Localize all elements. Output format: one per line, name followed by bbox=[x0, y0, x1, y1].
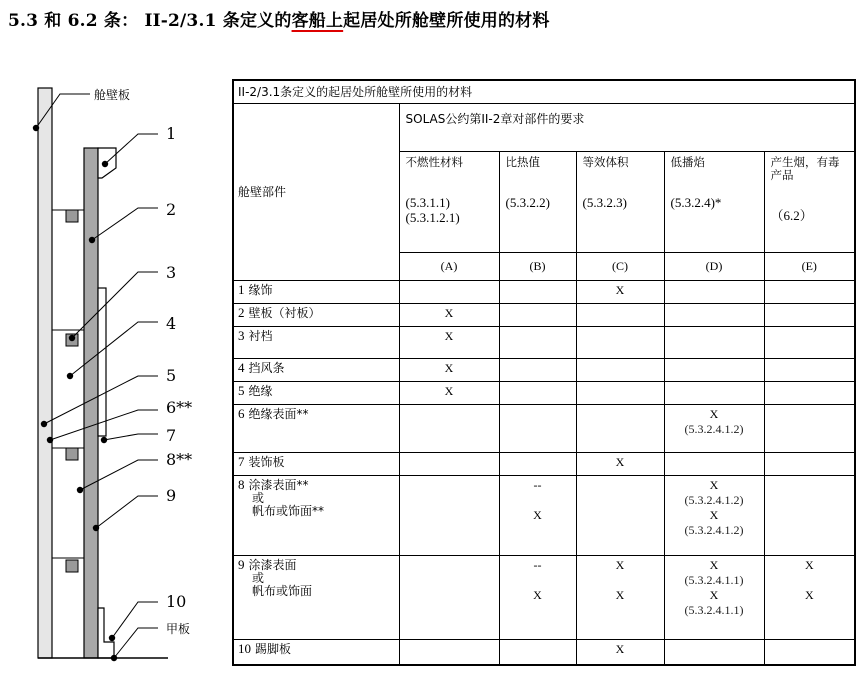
part-cell bbox=[233, 640, 399, 665]
cell-value: X bbox=[804, 588, 814, 603]
cell-value: X bbox=[709, 478, 719, 493]
cell-value: (5.3.2.4.1.1) bbox=[684, 573, 744, 588]
callout-5: 5 bbox=[166, 366, 177, 385]
callout-10: 10 bbox=[166, 592, 187, 611]
part-name: 或 bbox=[252, 491, 265, 506]
table-row bbox=[233, 404, 855, 452]
callout-3: 3 bbox=[166, 263, 177, 282]
bulkhead-cross-section bbox=[0, 60, 232, 674]
requirement-header: SOLAS公约第II-2章对部件的要求 bbox=[399, 104, 855, 152]
part-cell bbox=[233, 280, 399, 303]
value-cell bbox=[399, 303, 499, 326]
callout-6: 6** bbox=[166, 398, 193, 417]
part-name: 涂漆表面** bbox=[248, 478, 309, 493]
cell-value: X bbox=[533, 588, 542, 603]
part-number: 7 bbox=[238, 454, 245, 470]
value-cell bbox=[399, 556, 499, 640]
value-cell bbox=[764, 640, 855, 665]
part-number: 1 bbox=[238, 281, 245, 297]
column-name: 低播焰 bbox=[670, 155, 705, 170]
cell-value: (5.3.2.4.1.2) bbox=[684, 523, 744, 538]
heading-text-b: 起居处所舱壁所使用的材料 bbox=[343, 11, 550, 31]
part-cell bbox=[233, 476, 399, 556]
callout-8: 8** bbox=[166, 450, 193, 469]
value-cell bbox=[499, 404, 576, 452]
value-cell bbox=[576, 280, 664, 303]
part-number: 9 bbox=[238, 557, 245, 573]
cell-value: -- bbox=[533, 558, 542, 573]
part-name: 绝缘表面** bbox=[248, 406, 309, 421]
part-cell bbox=[233, 381, 399, 404]
callout-2: 2 bbox=[166, 200, 177, 219]
column-header-b bbox=[499, 152, 576, 253]
column-reference: (5.3.2.4)* bbox=[670, 195, 722, 211]
value-cell bbox=[664, 358, 764, 381]
value-cell bbox=[399, 404, 499, 452]
cell-value: X bbox=[444, 329, 454, 343]
value-cell bbox=[764, 453, 855, 476]
value-cell bbox=[664, 327, 764, 359]
cell-value bbox=[577, 573, 664, 588]
part-number: 8 bbox=[238, 477, 245, 493]
cell-value: (5.3.2.4.1.2) bbox=[684, 421, 744, 436]
value-cell bbox=[499, 280, 576, 303]
part-number: 10 bbox=[238, 641, 251, 657]
table-body bbox=[233, 280, 855, 665]
part-number: 6 bbox=[238, 405, 245, 421]
value-cell bbox=[576, 303, 664, 326]
value-cell bbox=[764, 280, 855, 303]
value-cell bbox=[576, 404, 664, 452]
value-cell bbox=[664, 640, 764, 665]
column-letter: (D) bbox=[664, 253, 764, 280]
part-number: 5 bbox=[238, 382, 245, 398]
heading-underlined-text: 客船上 bbox=[291, 11, 344, 31]
part-name: 或 bbox=[252, 571, 265, 586]
value-cell bbox=[764, 381, 855, 404]
value-cell bbox=[664, 280, 764, 303]
value-cell bbox=[664, 556, 764, 640]
value-cell bbox=[499, 640, 576, 665]
cell-value: X bbox=[444, 305, 454, 320]
part-name: 绝缘 bbox=[248, 383, 273, 398]
part-number: 3 bbox=[238, 328, 245, 343]
table-row bbox=[233, 640, 855, 665]
cell-value: X bbox=[615, 588, 625, 603]
cell-value: X bbox=[444, 360, 454, 375]
cell-value: X bbox=[804, 558, 814, 573]
column-reference: (5.3.2.2) bbox=[505, 195, 550, 211]
value-cell bbox=[764, 358, 855, 381]
bulkhead-diagram bbox=[0, 60, 232, 674]
value-cell bbox=[664, 303, 764, 326]
column-letter: (A) bbox=[399, 253, 499, 280]
heading-ref: II-2/3.1 bbox=[144, 11, 217, 31]
column-name: 等效体积 bbox=[582, 155, 629, 170]
value-cell bbox=[764, 303, 855, 326]
column-header-a bbox=[399, 152, 499, 253]
value-cell bbox=[499, 556, 576, 640]
value-cell bbox=[764, 476, 855, 556]
part-name: 缘饰 bbox=[248, 282, 273, 297]
value-cell bbox=[499, 303, 576, 326]
value-cell bbox=[764, 556, 855, 640]
cell-value: X bbox=[709, 588, 719, 603]
value-cell bbox=[576, 327, 664, 359]
value-cell bbox=[499, 381, 576, 404]
table-row bbox=[233, 358, 855, 381]
table-row bbox=[233, 381, 855, 404]
value-cell bbox=[576, 358, 664, 381]
table-row bbox=[233, 476, 855, 556]
value-cell bbox=[399, 280, 499, 303]
label-bulkhead-plate: 舱壁板 bbox=[94, 88, 131, 102]
heading-prefix: 5.3 和 6.2 条： bbox=[8, 11, 139, 31]
callout-4: 4 bbox=[166, 314, 177, 333]
column-name: 比热值 bbox=[505, 155, 540, 170]
cell-value: X bbox=[444, 383, 454, 398]
value-cell bbox=[399, 476, 499, 556]
cell-value: X bbox=[615, 282, 625, 297]
column-header-d bbox=[664, 152, 764, 253]
value-cell bbox=[399, 453, 499, 476]
cell-value: X bbox=[709, 508, 719, 523]
cell-value: X bbox=[615, 558, 625, 573]
cell-value: (5.3.2.4.1.2) bbox=[684, 493, 744, 508]
part-cell bbox=[233, 453, 399, 476]
page-heading bbox=[8, 6, 550, 31]
part-number: 2 bbox=[238, 304, 245, 320]
label-deck: 甲板 bbox=[166, 622, 191, 636]
value-cell bbox=[576, 381, 664, 404]
cell-value bbox=[500, 573, 576, 588]
value-cell bbox=[399, 640, 499, 665]
part-cell bbox=[233, 303, 399, 326]
column-letter: (E) bbox=[764, 253, 855, 280]
value-cell bbox=[664, 476, 764, 556]
part-name: 衬档 bbox=[248, 329, 273, 343]
callout-7: 7 bbox=[166, 426, 177, 445]
value-cell bbox=[399, 327, 499, 359]
cell-value: X bbox=[533, 508, 542, 523]
column-reference: (5.3.1.2.1) bbox=[405, 210, 460, 226]
column-header-e bbox=[764, 152, 855, 253]
value-cell bbox=[576, 556, 664, 640]
part-cell bbox=[233, 358, 399, 381]
part-name: 踢脚板 bbox=[255, 642, 292, 657]
callout-9: 9 bbox=[166, 486, 177, 505]
cell-value: (5.3.2.4.1.1) bbox=[684, 603, 744, 618]
heading-text-a: 条定义的 bbox=[216, 11, 292, 31]
value-cell bbox=[576, 640, 664, 665]
cell-value: X bbox=[615, 642, 625, 657]
value-cell bbox=[664, 381, 764, 404]
column-reference: （6.2） bbox=[770, 208, 813, 224]
value-cell bbox=[664, 404, 764, 452]
materials-table bbox=[232, 79, 856, 666]
value-cell bbox=[664, 453, 764, 476]
value-cell bbox=[499, 327, 576, 359]
value-cell bbox=[576, 476, 664, 556]
cell-value: X bbox=[615, 455, 625, 470]
part-cell bbox=[233, 556, 399, 640]
cell-value: X bbox=[709, 558, 719, 573]
part-name: 壁板（衬板） bbox=[248, 305, 321, 320]
table-title: II-2/3.1条定义的起居处所舱壁所使用的材料 bbox=[233, 80, 855, 104]
value-cell bbox=[499, 453, 576, 476]
table-row bbox=[233, 303, 855, 326]
part-name: 涂漆表面 bbox=[248, 558, 297, 573]
value-cell bbox=[764, 327, 855, 359]
value-cell bbox=[399, 381, 499, 404]
part-name: 帆布或饰面** bbox=[252, 504, 325, 519]
part-name: 挡风条 bbox=[248, 360, 285, 375]
table-row bbox=[233, 556, 855, 640]
value-cell bbox=[499, 476, 576, 556]
column-header-c bbox=[576, 152, 664, 253]
column-reference: (5.3.1.1) bbox=[405, 195, 450, 211]
part-name: 装饰板 bbox=[248, 455, 285, 470]
cell-value: -- bbox=[533, 478, 542, 493]
part-name: 帆布或饰面 bbox=[252, 584, 313, 599]
table-row bbox=[233, 280, 855, 303]
column-reference: (5.3.2.3) bbox=[582, 195, 627, 211]
table-row bbox=[233, 327, 855, 359]
value-cell bbox=[499, 358, 576, 381]
table-row bbox=[233, 453, 855, 476]
value-cell bbox=[576, 453, 664, 476]
value-cell bbox=[399, 358, 499, 381]
column-letter: (C) bbox=[576, 253, 664, 280]
cell-value bbox=[765, 573, 855, 588]
part-cell bbox=[233, 404, 399, 452]
callout-1: 1 bbox=[166, 124, 177, 143]
column-letter: (B) bbox=[499, 253, 576, 280]
value-cell bbox=[764, 404, 855, 452]
cell-value: X bbox=[709, 406, 719, 421]
cell-value bbox=[500, 493, 576, 508]
part-column-header: 舱壁部件 bbox=[233, 104, 399, 281]
part-number: 4 bbox=[238, 359, 245, 375]
column-name: 产生烟，有毒产品 bbox=[770, 155, 840, 183]
column-name: 不燃性材料 bbox=[405, 155, 463, 170]
part-cell bbox=[233, 327, 399, 359]
